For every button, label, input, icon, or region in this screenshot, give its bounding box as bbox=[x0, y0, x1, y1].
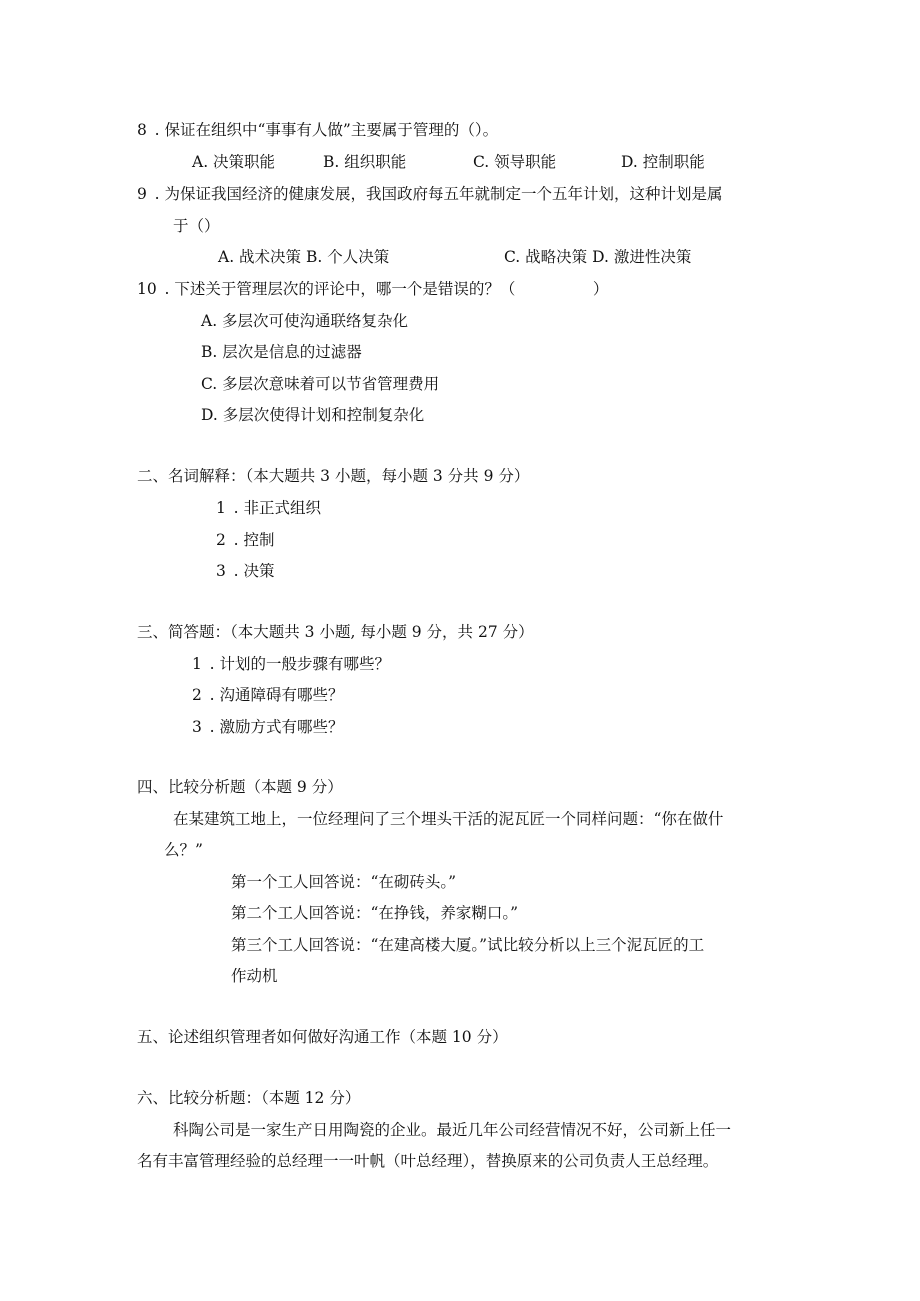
section-6-paragraph-line2: 名有丰富管理经验的总经理一一叶帆（叶总经理），替换原来的公司负责人王总经理。 bbox=[137, 1152, 719, 1170]
question-8-stem: 8 . 保证在组织中“事事有人做”主要属于管理的（）。 bbox=[137, 121, 499, 139]
section-4-paragraph-line2: 么？” bbox=[164, 841, 203, 859]
question-8-option-a: A. 决策职能 bbox=[192, 153, 276, 171]
section-3-item: 3 . 激励方式有哪些？ bbox=[192, 718, 344, 736]
section-2-heading: 二、名词解释：（本大题共 3 小题，每小题 3 分共 9 分） bbox=[137, 467, 530, 485]
section-4-paragraph-line1: 在某建筑工地上，一位经理问了三个埋头干活的泥瓦匠一个同样问题：“你在做什 bbox=[173, 810, 724, 828]
section-4-answer-2: 第二个工人回答说：“在挣钱，养家糊口。” bbox=[231, 904, 519, 922]
section-4-answer-3-line2: 作动机 bbox=[231, 967, 278, 985]
section-2-item: 2 . 控制 bbox=[216, 531, 275, 549]
question-9-options-cd: C. 战略决策 D. 激进性决策 bbox=[504, 248, 692, 266]
question-10-stem: 10 . 下述关于管理层次的评论中，哪一个是错误的？（ ） bbox=[137, 280, 609, 298]
question-10-option-c: C. 多层次意味着可以节省管理费用 bbox=[201, 375, 440, 393]
section-6-paragraph-line1: 科陶公司是一家生产日用陶瓷的企业。最近几年公司经营情况不好，公司新上任一 bbox=[173, 1121, 732, 1139]
question-8-option-d: D. 控制职能 bbox=[621, 153, 705, 171]
question-10-option-a: A. 多层次可使沟通联络复杂化 bbox=[201, 312, 409, 330]
question-9-stem-line1: 9 . 为保证我国经济的健康发展，我国政府每五年就制定一个五年计划，这种计划是属 bbox=[137, 185, 723, 203]
section-4-heading: 四、比较分析题（本题 9 分） bbox=[137, 778, 343, 796]
section-4-answer-3-line1: 第三个工人回答说：“在建高楼大厦。”试比较分析以上三个泥瓦匠的工 bbox=[231, 936, 705, 954]
question-9-options-ab: A. 战术决策 B. 个人决策 bbox=[218, 248, 390, 266]
section-2-item: 3 . 决策 bbox=[216, 562, 275, 580]
question-8-option-c: C. 领导职能 bbox=[473, 153, 557, 171]
section-3-heading: 三、简答题：（本大题共 3 小题, 每小题 9 分，共 27 分） bbox=[137, 623, 534, 641]
section-6-heading: 六、比较分析题：（本题 12 分） bbox=[137, 1089, 361, 1107]
question-8-option-b: B. 组织职能 bbox=[323, 153, 407, 171]
question-9-stem-line2: 于（） bbox=[173, 217, 220, 235]
section-4-answer-1: 第一个工人回答说：“在砌砖头。” bbox=[231, 873, 457, 891]
question-10-option-d: D. 多层次使得计划和控制复杂化 bbox=[201, 406, 425, 424]
section-3-item: 1 . 计划的一般步骤有哪些？ bbox=[192, 655, 390, 673]
section-5-heading: 五、论述组织管理者如何做好沟通工作（本题 10 分） bbox=[137, 1028, 508, 1046]
section-3-item: 2 . 沟通障碍有哪些？ bbox=[192, 686, 344, 704]
question-10-option-b: B. 层次是信息的过滤器 bbox=[201, 343, 362, 361]
section-2-item: 1 . 非正式组织 bbox=[216, 499, 321, 517]
